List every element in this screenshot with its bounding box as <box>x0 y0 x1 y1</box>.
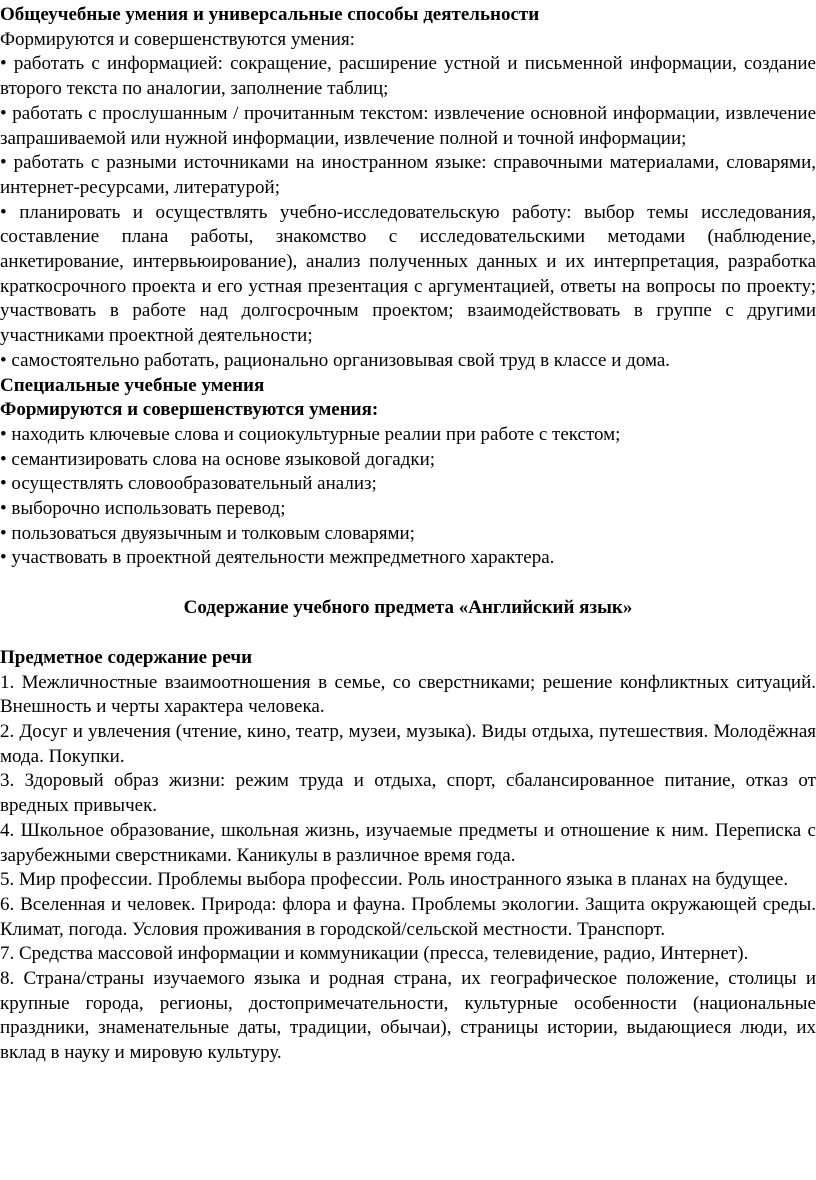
section-intro: Формируются и совершенствуются умения: <box>0 28 355 50</box>
section-heading: Предметное содержание речи <box>0 646 253 668</box>
list-item: 2. Досуг и увлечения (чтение, кино, театр, музеи, музыка). Виды отдыха, путешествия. Молодёжная мода. Покупки. <box>0 720 816 767</box>
list-item: • семантизировать слова на основе языковой догадки; <box>0 448 436 470</box>
list-item: • работать с прослушанным / прочитанным текстом: извлечение основной информации, извлечение запрашиваемой или нужной информации, извлечение полной и точной информации; <box>0 102 816 149</box>
list-item: • участвовать в проектной деятельности межпредметного характера. <box>0 547 555 569</box>
section-special-skills <box>0 374 816 572</box>
section-heading: Специальные учебные умения <box>0 374 265 396</box>
list-item: • планировать и осуществлять учебно-исследовательскую работу: выбор темы исследования, составление плана работы, знакомство с исследовательскими методами (наблюдение, анкетирование, интервьюирование), анализ полученных данных и их интерпретация, разработка краткосрочного проекта и его устная презентация с аргументацией, ответы на вопросы по проекту; участвовать в работе над долгосрочным проектом; взаимодействовать в группе с другими участниками проектной деятельности; <box>0 201 816 347</box>
list-item: • осуществлять словообразовательный анализ; <box>0 473 377 495</box>
list-item: • самостоятельно работать, рационально организовывая свой труд в классе и дома. <box>0 349 671 371</box>
spacer <box>0 571 816 596</box>
spacer <box>0 621 816 646</box>
section-subject-content <box>0 596 816 1066</box>
list-item: 4. Школьное образование, школьная жизнь, изучаемые предметы и отношение к ним. Переписка с зарубежными сверстниками. Каникулы в различное время года. <box>0 819 816 866</box>
page-title: Содержание учебного предмета «Английский язык» <box>183 597 633 619</box>
list-item: • выборочно использовать перевод; <box>0 498 286 520</box>
list-item: • работать с информацией: сокращение, расширение устной и письменной информации, создание второго текста по аналогии, заполнение таблиц; <box>0 53 816 100</box>
section-heading: Общеучебные умения и универсальные способы деятельности <box>0 4 540 25</box>
list-item: 5. Мир профессии. Проблемы выбора профессии. Роль иностранного языка в планах на будущее. <box>0 869 789 891</box>
list-item: 1. Межличностные взаимоотношения в семье, со сверстниками; решение конфликтных ситуаций. Внешность и черты характера человека. <box>0 671 816 718</box>
list-item: 6. Вселенная и человек. Природа: флора и фауна. Проблемы экологии. Защита окружающей среды. Климат, погода. Условия проживания в городской/сельской местности. Транспорт. <box>0 893 816 940</box>
section-general-skills <box>0 3 816 374</box>
list-item: • работать с разными источниками на иностранном языке: справочными материалами, словарями, интернет-ресурсами, литературой; <box>0 152 816 198</box>
section-intro: Формируются и совершенствуются умения: <box>0 399 379 421</box>
list-item: 3. Здоровый образ жизни: режим труда и отдыха, спорт, сбалансированное питание, отказ от вредных привычек. <box>0 770 816 817</box>
list-item: • пользоваться двуязычным и толковым словарями; <box>0 522 415 544</box>
list-item: 7. Средства массовой информации и коммуникации (пресса, телевидение, радио, Интернет). <box>0 943 749 965</box>
list-item: • находить ключевые слова и социокультурные реалии при работе с текстом; <box>0 423 621 445</box>
list-item: 8. Страна/страны изучаемого языка и родная страна, их географическое положение, столицы и крупные города, регионы, достопримечательности, культурные особенности (национальные праздники, знаменательные даты, традиции, обычаи), страницы истории, выдающиеся люди, их вклад в науку и мировую культуру. <box>0 968 816 1064</box>
